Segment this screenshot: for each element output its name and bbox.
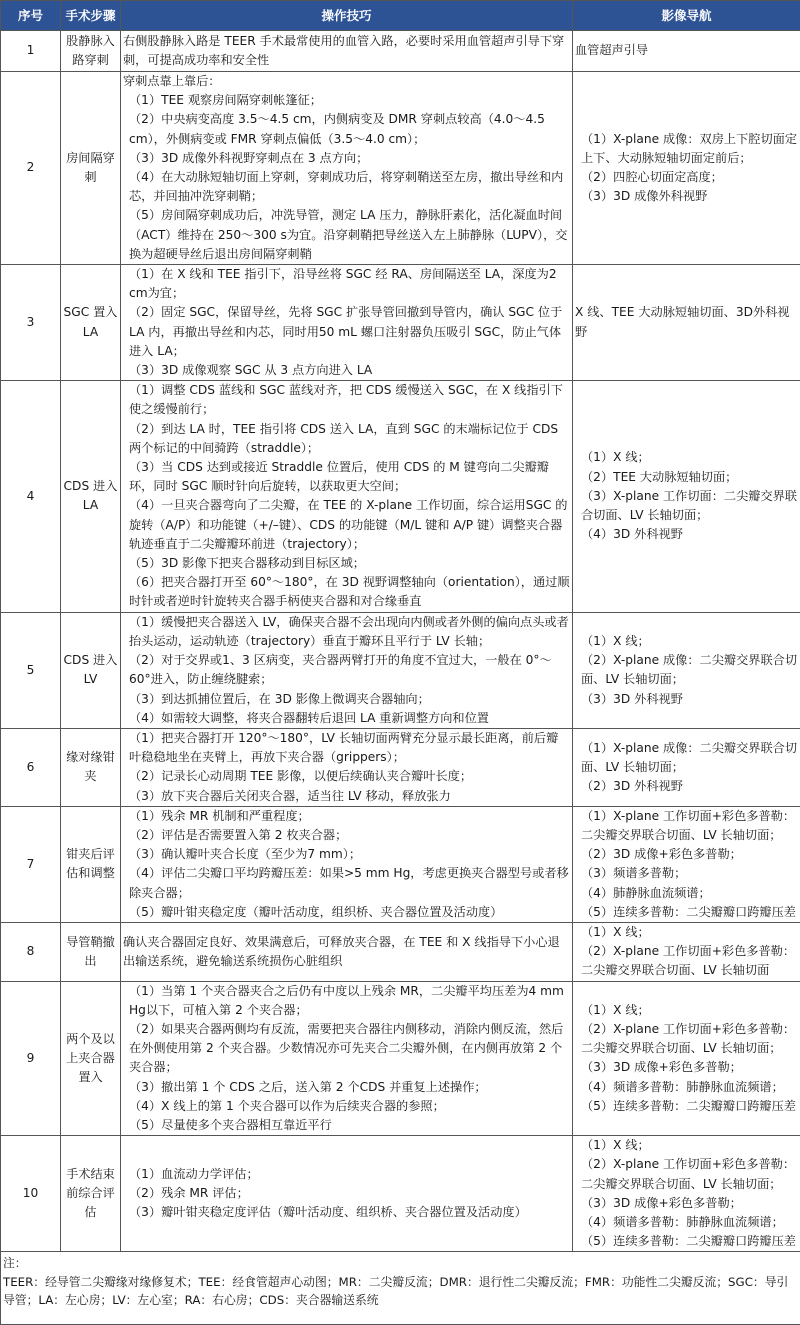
technique-line: （2）固定 SGC，保留导丝，先将 SGC 扩张导管回撤到导管内，确认 SGC 位于 LA 内，再撤出导丝和内芯，同时用50 mL 螺口注射器负压吸引 SGC，防止气体进入 LA；	[123, 303, 570, 361]
row-imaging	[573, 806, 800, 922]
technique-line: （1）在 X 线和 TEE 指引下，沿导丝将 SGC 经 RA、房间隔送至 LA，深度为2 cm为宜；	[123, 265, 570, 303]
row-step: CDS 进入 LV	[61, 612, 121, 728]
table-row	[1, 1136, 800, 1252]
table-row	[1, 72, 800, 265]
row-technique	[121, 265, 573, 381]
row-imaging	[573, 381, 800, 612]
imaging-line: （2）3D 成像+彩色多普勒；	[575, 845, 798, 864]
row-step: 缘对缘钳夹	[61, 728, 121, 806]
imaging-line: （1）X 线；	[575, 632, 798, 651]
technique-line: （4）一旦夹合器弯向了二尖瓣，在 TEE 的 X-plane 工作切面，综合运用SGC 的旋转（A/P）和功能键（+/–键）、CDS 的功能键（M/L 键和 A/P 键）调整夹合器轨迹垂直于二尖瓣瓣环前进（trajectory）；	[123, 496, 570, 554]
technique-line: （3）瓣叶钳夹稳定度评估（瓣叶活动度、组织桥、夹合器位置及活动度）	[123, 1203, 570, 1222]
technique-line: （4）评估二尖瓣口平均跨瓣压差：如果>5 mm Hg，考虑更换夹合器型号或者移除夹合器；	[123, 864, 570, 902]
table-row	[1, 806, 800, 922]
technique-line: （3）3D 成像观察 SGC 从 3 点方向进入 LA	[123, 361, 570, 380]
imaging-line: （3）频谱多普勒；	[575, 864, 798, 883]
technique-line: （5）瓣叶钳夹稳定度（瓣叶活动度，组织桥、夹合器位置及活动度）	[123, 903, 570, 922]
table-row	[1, 612, 800, 728]
imaging-line: （1）X-plane 成像：二尖瓣交界联合切面、LV 长轴切面；	[575, 739, 798, 777]
technique-line: （5）3D 影像下把夹合器移动到目标区域；	[123, 554, 570, 573]
imaging-line: （5）连续多普勒：二尖瓣瓣口跨瓣压差	[575, 1097, 798, 1116]
technique-line: 右侧股静脉入路是 TEER 手术最常使用的血管入路，必要时采用血管超声引导下穿刺，可提高成功率和安全性	[123, 32, 570, 70]
row-step: 股静脉入路穿刺	[61, 31, 121, 72]
technique-line: （4）在大动脉短轴切面上穿刺，穿刺成功后，将穿刺鞘送至左房，撤出导丝和内芯，并回抽冲洗穿刺鞘；	[123, 168, 570, 206]
technique-line: （3）到达抓捕位置后，在 3D 影像上微调夹合器轴向；	[123, 690, 570, 709]
imaging-line: （4）频谱多普勒：肺静脉血流频谱；	[575, 1213, 798, 1232]
row-number: 7	[1, 806, 61, 922]
technique-line: （4）如需较大调整，将夹合器翻转后退回 LA 重新调整方向和位置	[123, 709, 570, 728]
table-row	[1, 381, 800, 612]
imaging-line: （3）3D 成像外科视野	[575, 187, 798, 206]
imaging-line: （4）3D 外科视野	[575, 525, 798, 544]
imaging-line: （4）肺静脉血流频谱；	[575, 884, 798, 903]
header-imaging: 影像导航	[573, 1, 800, 31]
imaging-line: （2）X-plane 工作切面+彩色多普勒：二尖瓣交界联合切面、LV 长轴切面；	[575, 1155, 798, 1193]
technique-line: （2）对于交界或1、3 区病变，夹合器两臂打开的角度不宜过大，一般在 0°～60°进入，防止缠绕腱索；	[123, 651, 570, 689]
header-technique: 操作技巧	[121, 1, 573, 31]
table-note-row	[1, 1252, 800, 1325]
technique-line: （1）当第 1 个夹合器夹合之后仍有中度以上残余 MR，二尖瓣平均压差为4 mm Hg以下，可植入第 2 个夹合器；	[123, 982, 570, 1020]
imaging-line: （2）X-plane 工作切面+彩色多普勒：二尖瓣交界联合切面、LV 长轴切面	[575, 942, 798, 980]
row-imaging	[573, 1136, 800, 1252]
table-header-row	[1, 1, 800, 31]
row-step: 导管鞘撤出	[61, 922, 121, 981]
table-row	[1, 981, 800, 1136]
technique-line: （6）把夹合器打开至 60°～180°，在 3D 视野调整轴向（orientation），通过顺时针或者逆时针旋转夹合器手柄使夹合器和对合缘垂直	[123, 573, 570, 611]
row-technique	[121, 728, 573, 806]
imaging-line: （1）X 线；	[575, 923, 798, 942]
row-imaging	[573, 31, 800, 72]
technique-line: （3）3D 成像外科视野穿刺点在 3 点方向；	[123, 149, 570, 168]
row-technique	[121, 72, 573, 265]
row-technique	[121, 981, 573, 1136]
imaging-line: （1）X 线；	[575, 448, 798, 467]
imaging-line: （2）X-plane 工作切面+彩色多普勒：二尖瓣交界联合切面、LV 长轴切面；	[575, 1020, 798, 1058]
imaging-line: （1）X-plane 工作切面+彩色多普勒：二尖瓣交界联合切面、LV 长轴切面；	[575, 807, 798, 845]
technique-line: （2）残余 MR 评估；	[123, 1184, 570, 1203]
row-technique	[121, 1136, 573, 1252]
row-technique	[121, 381, 573, 612]
row-number: 4	[1, 381, 61, 612]
table-row	[1, 31, 800, 72]
technique-line: （1）血流动力学评估；	[123, 1165, 570, 1184]
technique-line: （3）放下夹合器后关闭夹合器，适当往 LV 移动，释放张力	[123, 787, 570, 806]
technique-line: （1）TEE 观察房间隔穿刺帐篷征；	[123, 91, 570, 110]
row-technique	[121, 612, 573, 728]
row-number: 8	[1, 922, 61, 981]
row-step: CDS 进入 LA	[61, 381, 121, 612]
row-imaging	[573, 72, 800, 265]
imaging-line: （3）3D 外科视野	[575, 690, 798, 709]
row-step: 房间隔穿刺	[61, 72, 121, 265]
imaging-line: （4）频谱多普勒：肺静脉血流频谱；	[575, 1078, 798, 1097]
imaging-line: （2）四腔心切面定高度；	[575, 168, 798, 187]
imaging-line: （3）X-plane 工作切面：二尖瓣交界联合切面、LV 长轴切面；	[575, 487, 798, 525]
technique-line: （5）房间隔穿刺成功后，冲洗导管，测定 LA 压力，静脉肝素化，活化凝血时间（ACT）维持在 250～300 s为宜。沿穿刺鞘把导丝送入左上肺静脉（LUPV），交换为超硬导丝后退出房间隔穿刺鞘	[123, 206, 570, 264]
row-imaging	[573, 728, 800, 806]
table-note	[1, 1252, 800, 1325]
row-technique	[121, 31, 573, 72]
imaging-line: X 线、TEE 大动脉短轴切面、3D外科视野	[575, 303, 798, 341]
table-row	[1, 728, 800, 806]
technique-line: （1）残余 MR 机制和严重程度；	[123, 807, 570, 826]
imaging-line: （2）3D 外科视野	[575, 777, 798, 796]
technique-line: （2）如果夹合器两侧均有反流，需要把夹合器往内侧移动，消除内侧反流，然后在外侧使用第 2 个夹合器。少数情况亦可先夹合二尖瓣外侧，在内侧再放第 2 个夹合器；	[123, 1020, 570, 1078]
row-imaging	[573, 612, 800, 728]
note-text: TEER：经导管二尖瓣缘对缘修复术；TEE：经食管超声心动图；MR：二尖瓣反流；DMR：退行性二尖瓣反流；FMR：功能性二尖瓣反流；SGC：导引导管；LA：左心房；LV：左心室；RA：右心房；CDS：夹合器输送系统	[3, 1273, 798, 1310]
row-imaging	[573, 922, 800, 981]
row-technique	[121, 922, 573, 981]
technique-line: 穿刺点靠上靠后：	[123, 72, 570, 91]
table-row	[1, 922, 800, 981]
row-number: 9	[1, 981, 61, 1136]
row-number: 1	[1, 31, 61, 72]
row-step: SGC 置入 LA	[61, 265, 121, 381]
row-technique	[121, 806, 573, 922]
imaging-line: （5）连续多普勒：二尖瓣瓣口跨瓣压差	[575, 1232, 798, 1251]
imaging-line: （1）X 线；	[575, 1136, 798, 1155]
table-row	[1, 265, 800, 381]
technique-line: （1）缓慢把夹合器送入 LV，确保夹合器不会出现向内侧或者外侧的偏向点头或者抬头运动，运动轨迹（trajectory）垂直于瓣环且平行于 LV 长轴；	[123, 613, 570, 651]
technique-line: （2）记录长心动周期 TEE 影像，以便后续确认夹合瓣叶长度；	[123, 767, 570, 786]
technique-line: 确认夹合器固定良好、效果满意后，可释放夹合器，在 TEE 和 X 线指导下小心退出输送系统，避免输送系统损伤心脏组织	[123, 933, 570, 971]
row-imaging	[573, 981, 800, 1136]
row-number: 10	[1, 1136, 61, 1252]
technique-line: （2）中央病变高度 3.5～4.5 cm，内侧病变及 DMR 穿刺点较高（4.0～4.5 cm），外侧病变或 FMR 穿刺点偏低（3.5～4.0 cm）；	[123, 110, 570, 148]
row-number: 3	[1, 265, 61, 381]
row-imaging	[573, 265, 800, 381]
technique-line: （3）撤出第 1 个 CDS 之后，送入第 2 个CDS 并重复上述操作；	[123, 1078, 570, 1097]
technique-line: （5）尽量使多个夹合器相互靠近平行	[123, 1116, 570, 1135]
imaging-line: （1）X-plane 成像：双房上下腔切面定上下、大动脉短轴切面定前后；	[575, 130, 798, 168]
technique-line: （2）评估是否需要置入第 2 枚夹合器；	[123, 826, 570, 845]
imaging-line: 血管超声引导	[575, 41, 798, 60]
row-number: 5	[1, 612, 61, 728]
technique-line: （3）确认瓣叶夹合长度（至少为7 mm）；	[123, 845, 570, 864]
row-step: 手术结束前综合评估	[61, 1136, 121, 1252]
header-number: 序号	[1, 1, 61, 31]
header-step: 手术步骤	[61, 1, 121, 31]
imaging-line: （2）TEE 大动脉短轴切面；	[575, 468, 798, 487]
imaging-line: （5）连续多普勒：二尖瓣瓣口跨瓣压差	[575, 903, 798, 922]
technique-line: （1）调整 CDS 蓝线和 SGC 蓝线对齐，把 CDS 缓慢送入 SGC，在 X 线指引下使之缓慢前行；	[123, 381, 570, 419]
technique-line: （3）当 CDS 达到或接近 Straddle 位置后，使用 CDS 的 M 键弯向二尖瓣瓣环，同时 SGC 顺时针向后旋转，以获取更大空间；	[123, 458, 570, 496]
imaging-line: （3）3D 成像+彩色多普勒；	[575, 1194, 798, 1213]
imaging-line: （2）X-plane 成像：二尖瓣交界联合切面、LV 长轴切面；	[575, 651, 798, 689]
row-step: 钳夹后评估和调整	[61, 806, 121, 922]
technique-line: （1）把夹合器打开 120°～180°，LV 长轴切面两臂充分显示最长距离，前后瓣叶稳稳地坐在夹臂上，再放下夹合器（grippers）；	[123, 729, 570, 767]
technique-line: （4）X 线上的第 1 个夹合器可以作为后续夹合器的参照；	[123, 1097, 570, 1116]
note-title: 注：	[3, 1254, 798, 1273]
row-number: 2	[1, 72, 61, 265]
imaging-line: （3）3D 成像+彩色多普勒；	[575, 1058, 798, 1077]
row-step: 两个及以上夹合器置入	[61, 981, 121, 1136]
technique-line: （2）到达 LA 时，TEE 指引将 CDS 送入 LA，直到 SGC 的末端标记位于 CDS 两个标记的中间骑跨（straddle）；	[123, 420, 570, 458]
imaging-line: （1）X 线；	[575, 1001, 798, 1020]
row-number: 6	[1, 728, 61, 806]
